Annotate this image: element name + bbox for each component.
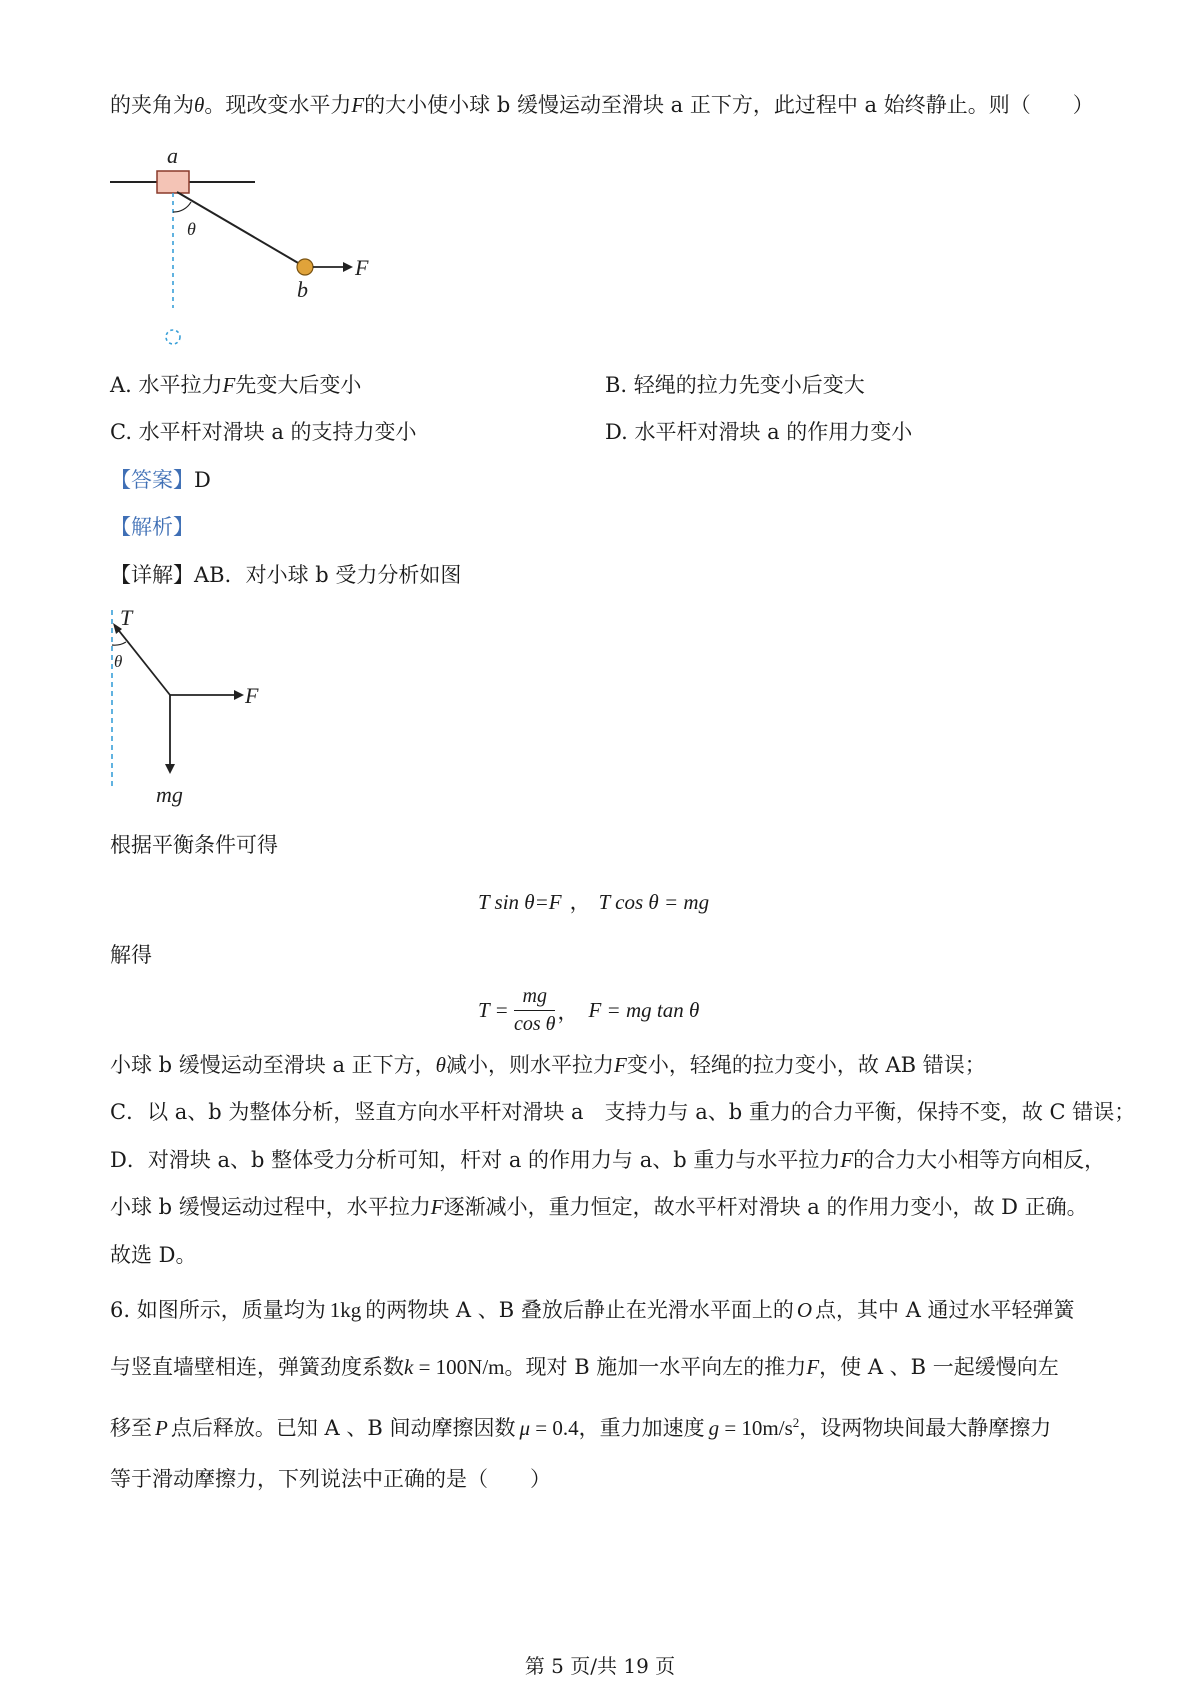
option-A[interactable]: A. 水平拉力F先变大后变小 <box>110 373 362 397</box>
page-footer: 第 5 页/共 19 页 <box>524 1654 676 1678</box>
explanation-para-2: C．以 a、b 为整体分析，竖直方向水平杆对滑块 a 支持力与 a、b 重力的合力平衡，保持不变，故 C 错误； <box>110 1100 1136 1124</box>
answer-line <box>110 465 211 495</box>
answer-value: D <box>194 468 211 492</box>
q6-line-2: 与竖直墙壁相连，弹簧劲度系数k = 100N/m。现对 B 施加一水平向左的推力F，使 A 、B 一起缓慢向左 <box>110 1355 1059 1379</box>
fig2-label-mg: mg <box>156 782 183 807</box>
q5-stem-tail: 的夹角为θ。现改变水平力F的大小使小球 b 缓慢运动至滑块 a 正下方，此过程中 a 始终静止。则（ ） <box>110 93 1094 117</box>
fig1-label-b: b <box>297 277 308 302</box>
fig1-label-a: a <box>167 143 178 168</box>
explanation-para-3: D．对滑块 a、b 整体受力分析可知，杆对 a 的作用力与 a、b 重力与水平拉力F的合力大小相等方向相反， <box>110 1148 1106 1172</box>
fig1-label-F: F <box>355 255 369 280</box>
fig2-label-theta: θ <box>114 652 123 671</box>
q6-line-1: 6. 如图所示，质量均为 1kg 的两物块 A 、B 叠放后静止在光滑水平面上的 O 点，其中 A 通过水平轻弹簧 <box>110 1298 1075 1322</box>
option-C[interactable]: C. 水平杆对滑块 a 的支持力变小 <box>110 420 417 444</box>
explanation-para-4: 小球 b 缓慢运动过程中，水平拉力F逐渐减小，重力恒定，故水平杆对滑块 a 的作用力变小，故 D 正确。 <box>110 1195 1088 1219</box>
option-D[interactable]: D. 水平杆对滑块 a 的作用力变小 <box>605 420 913 444</box>
q6-line-4: 等于滑动摩擦力，下列说法中正确的是（ ） <box>110 1467 551 1491</box>
fig1-label-theta: θ <box>187 219 196 239</box>
detail-line: 【详解】AB．对小球 b 受力分析如图 <box>110 563 462 587</box>
answer-tag: 【答案】 <box>110 468 194 492</box>
figure-force-diagram <box>100 605 300 815</box>
balance-text: 根据平衡条件可得 <box>110 833 278 857</box>
equation-solution: T = $\frac{mg}{\text{cos θ}}$ ， F = mg tan θ <box>478 985 700 1035</box>
q6-line-3: 移至 P 点后释放。已知 A 、B 间动摩擦因数 μ = 0.4，重力加速度 $g = 10m/s^2$，设两物块间最大静摩擦力 <box>110 1415 1052 1440</box>
fraction-mg-over-cos: $\frac{mg}{\text{cos θ}}$ <box>513 985 556 1035</box>
explanation-para-1: 小球 b 缓慢运动至滑块 a 正下方，θ减小，则水平拉力F变小，轻绳的拉力变小，故 AB 错误； <box>110 1053 986 1077</box>
analysis-tag: 【解析】 <box>110 515 194 539</box>
equation-balance: T sin θ=F ， T cos θ = mg <box>478 890 710 914</box>
fig2-label-T: T <box>120 605 133 630</box>
solve-text: 解得 <box>110 943 152 967</box>
explanation-para-5: 故选 D。 <box>110 1243 197 1267</box>
option-B[interactable]: B. 轻绳的拉力先变小后变大 <box>605 373 865 397</box>
fig2-label-F: F <box>245 683 259 708</box>
figure-pendulum <box>105 140 405 350</box>
